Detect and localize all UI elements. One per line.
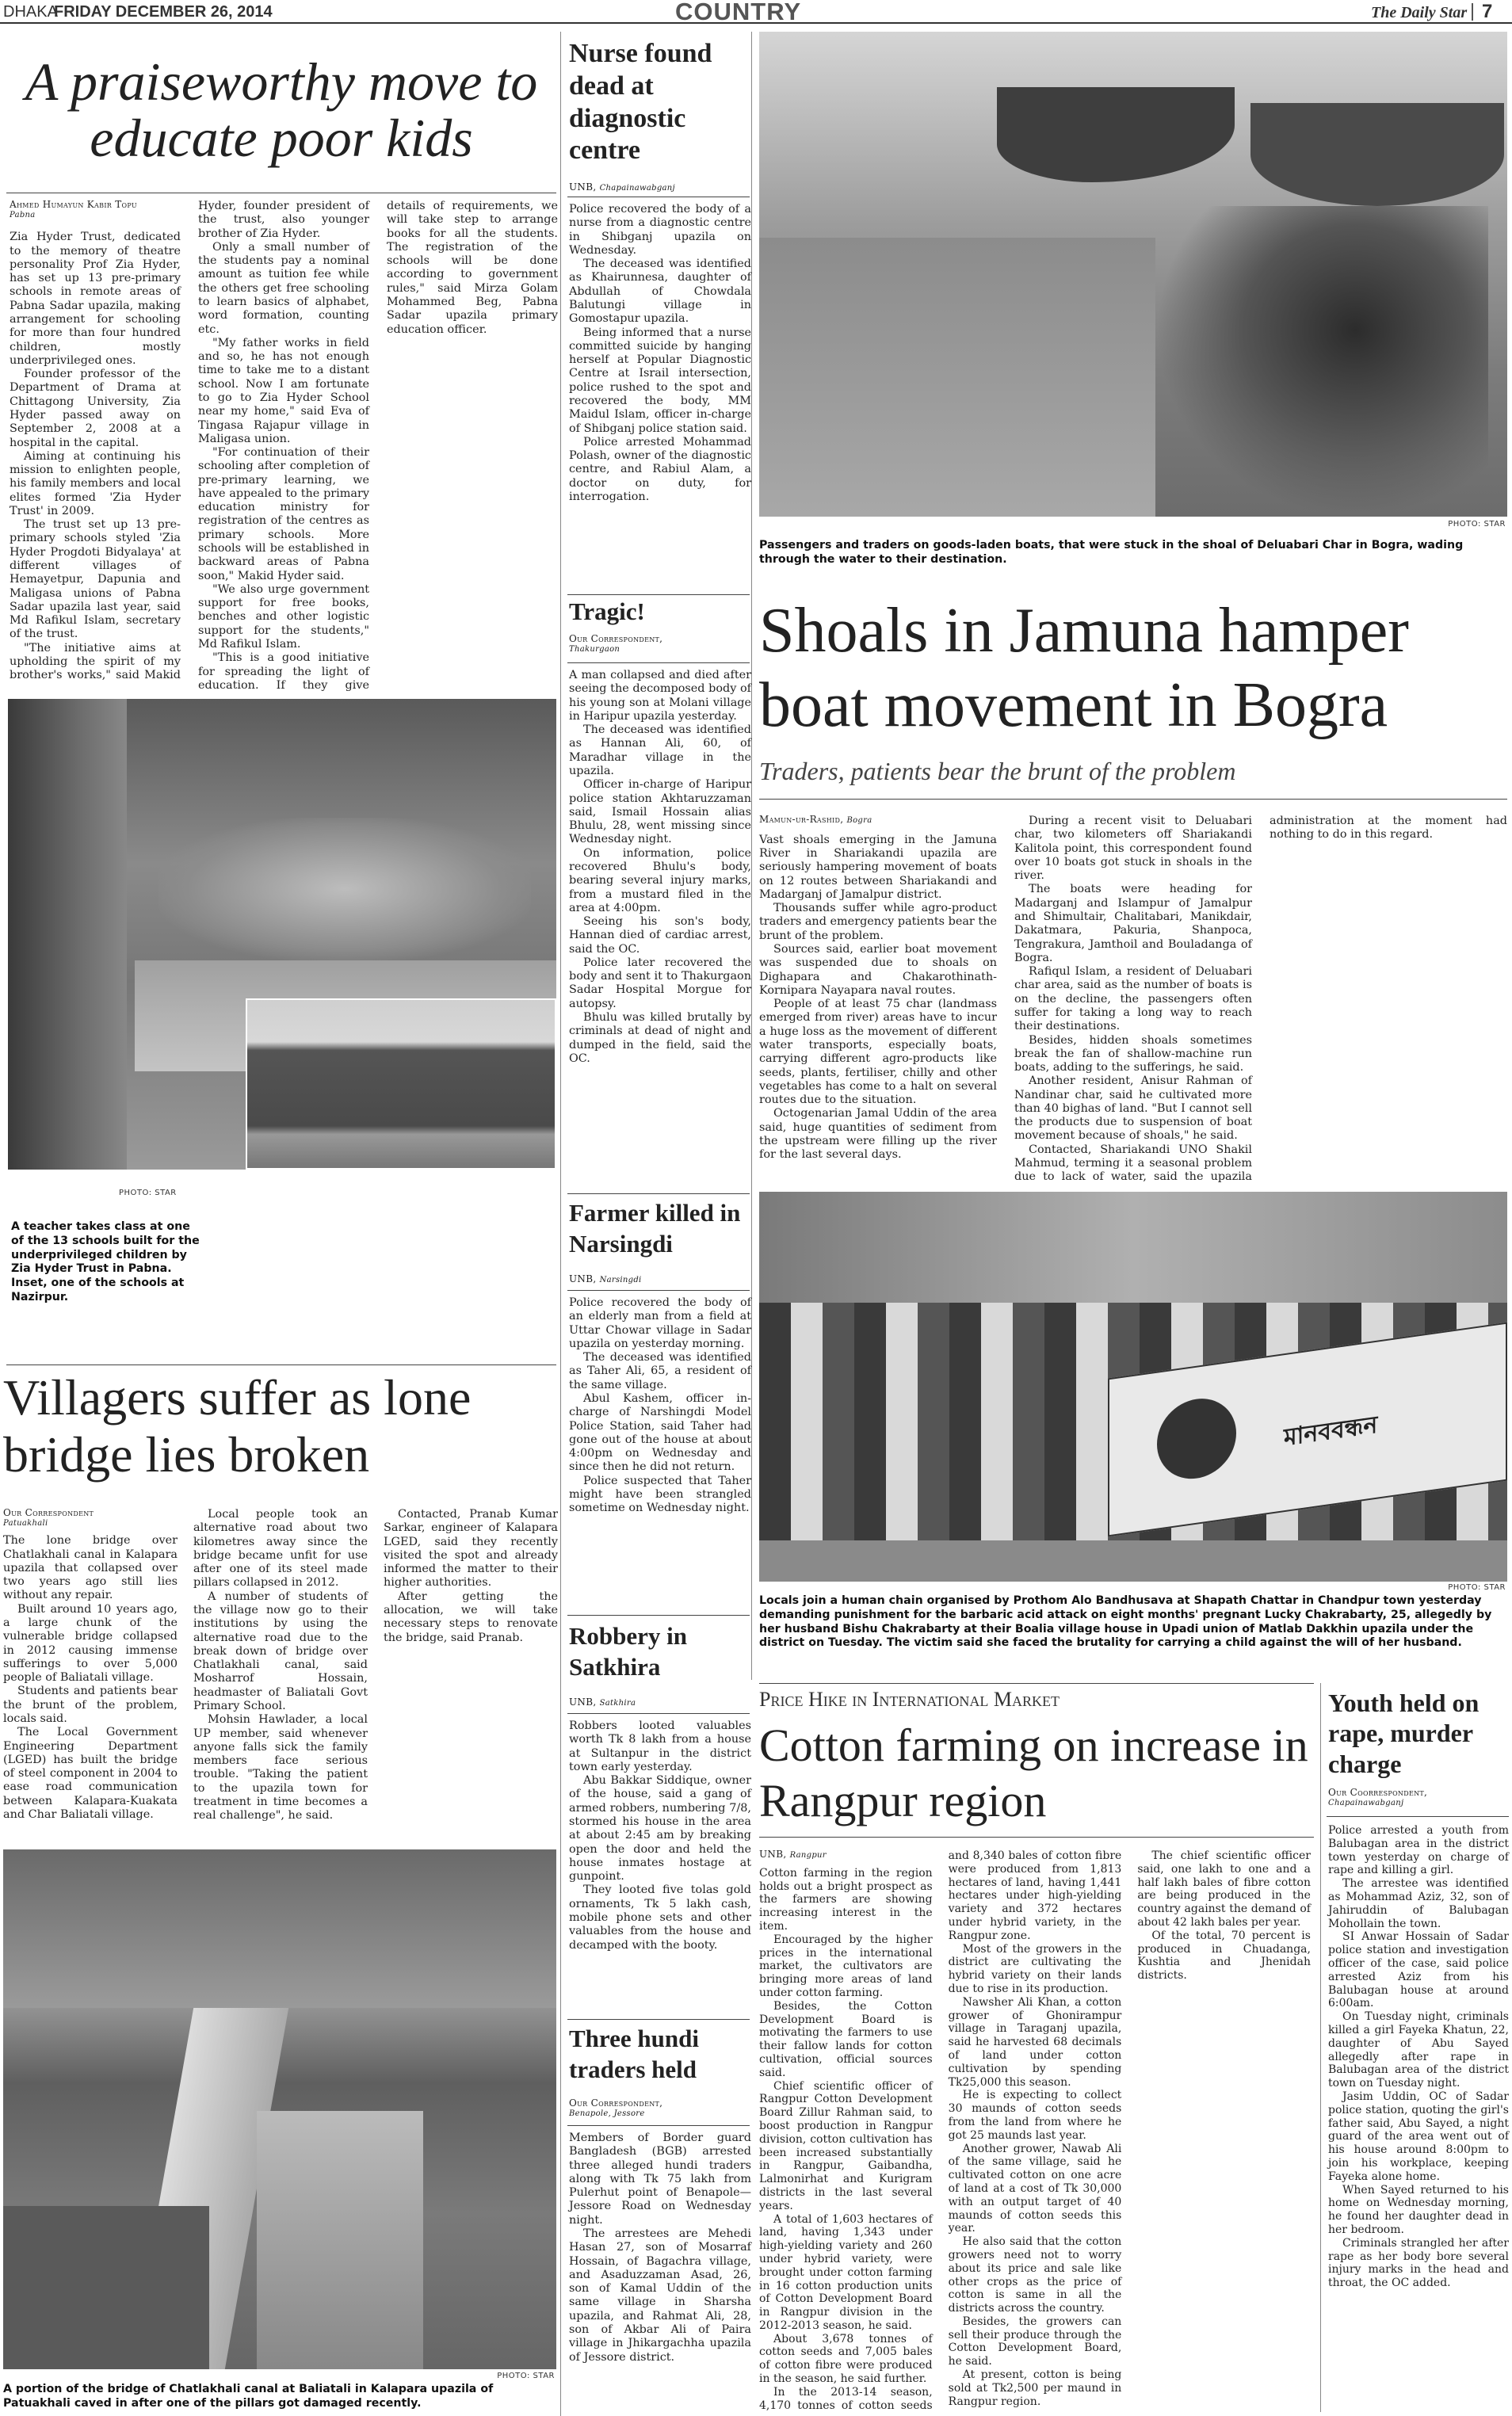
byline: UNB, Chapainawabganj (569, 181, 675, 193)
paragraph: Nawsher Ali Khan, a cotton grower of Ghonirampur village in Taraganj upazila, said he harvested 68 decimals of land under cotton cultivation by spending Tk25,000 this season. (948, 1995, 1122, 2089)
paragraph: Zia Hyder Trust, dedicated to the memory of theatre personality Prof Zia Hyder, has set up 13 pre-primary schools in remote areas of Pabna Sadar upazila, making arrangement for schooling for more than four hundred children, mostly underprivileged ones. (10, 231, 181, 367)
byline: Our Coorrespondent, Chapainawabganj (1328, 1788, 1509, 1807)
buildings (759, 1192, 1507, 1303)
paragraph: Founder professor of the Department of Drama at Chittagong University, Zia Hyder passed away on September 2, 2008 at a hospital in the capital. (10, 368, 181, 449)
byline-place: Narsingdi (599, 1276, 642, 1284)
paragraph: Contacted, Shariakandi UNO Shakil Mahmud, terming it a seasonal problem due to lack of water, said the upazila administration at the moment had nothing to do in this regard. (1014, 815, 1507, 1184)
trees (3, 1849, 556, 2008)
paragraph: Students and patients bear the brunt of the problem, locals said. (3, 1685, 178, 1725)
classroom-photo (8, 699, 556, 1170)
photo-credit: PHOTO: STAR (119, 1189, 177, 1197)
boat (997, 87, 1235, 182)
paragraph: He is expecting to collect 30 maunds of cotton seeds from the land from where he got 25 maunds last year. (948, 2089, 1122, 2142)
article-robbery-body (569, 1719, 751, 1952)
headline-bridge: Villagers suffer as lone bridge lies broken (3, 1369, 472, 1483)
paragraph: Another grower, Nawab Ali of the same village, said he cultivated cotton on one acre of land at a cost of Tk 30,000 with an output target of 40 maunds of cotton seeds this year. (948, 2142, 1122, 2235)
headline-hundi: Three hundi traders held (569, 2025, 699, 2083)
paragraph: When Sayed returned to his home on Wednesday morning, he found her daughter dead in her bedroom. (1328, 2183, 1509, 2236)
byline-author: Ahmed Humayun Kabir Topu (10, 199, 137, 210)
byline: UNB, Rangpur (759, 1849, 827, 1860)
divider (1327, 1816, 1509, 1817)
byline-author: Our Correspondent (3, 1507, 94, 1518)
water-surface (759, 238, 1155, 517)
headline-cotton: Cotton farming on increase in Rangpur region (759, 1719, 1308, 1826)
teacher-figure (8, 699, 127, 1170)
headline-tragic: Tragic! (569, 597, 645, 625)
article-farmer-body (569, 1296, 751, 1516)
paragraph: On information, police recovered Bhulu's body, bearing several injury marks, from a mustard filed in the area at 4:00pm. (569, 846, 751, 914)
headline-robbery: Robbery in Satkhira (569, 1622, 687, 1681)
paragraph: Mohsin Hawlader, a local UP member, said whenever anyone falls sick the family members face serious trouble. "Taking the patient to the upazila town for treatment in time becomes a real challenge", he said. (193, 1713, 368, 1822)
headline-farmer: Farmer killed in Narsingdi (569, 1199, 741, 1258)
paragraph: Besides, the growers can sell their produce through the Cotton Development Board, he said. (948, 2315, 1122, 2368)
paragraph: The lone bridge over Chatlakhali canal in Kalapara upazila that collapsed over two years ago still lies without any repair. (3, 1534, 178, 1602)
paragraph: The arrestee was identified as Mohammad Aziz, 32, son of Jahiruddin of Balubagan Mohollain the town. (1328, 1877, 1509, 1930)
byline (3, 1508, 178, 1528)
paragraph: A number of students of the village now go to their institutions by using the alternative road due to the break down of bridge over Chatlakhali canal, said Mosharrof Hossain, headmaster of Baliatali Govt Primary School. (193, 1590, 368, 1712)
column-rule (751, 32, 752, 1680)
byline-author: Our Correspondent (569, 2097, 660, 2109)
paragraph: SI Anwar Hossain of Sadar police station and investigation officer of the case, said police arrested Aziz from his Balubagan house at around 6:00am. (1328, 1930, 1509, 2010)
byline-author: UNB (569, 1273, 594, 1284)
photo-caption: Passengers and traders on goods-laden boats, that were stuck in the shoal of Deluabari Char in Bogra, wading through the water to their destination. (759, 539, 1464, 566)
divider (567, 1193, 750, 1194)
byline-place: Rangpur (789, 1851, 827, 1860)
paragraph: "We also urge government support for free books, benches and other logistic support for the students," Md Rafikul Islam. (198, 582, 369, 651)
bridge-photo (3, 1849, 556, 2369)
paragraph: He also said that the cotton growers need not to worry about its price and sale like other crops as the price of cotton is same in all the districts across the country. (948, 2235, 1122, 2315)
masthead-paper-logo: The Daily Star (1371, 4, 1468, 21)
paragraph: Criminals strangled her after rape as her body bore several injury marks in the head and throat, the OC added. (1328, 2236, 1509, 2290)
byline: UNB, Narsingdi (569, 1273, 642, 1284)
paragraph: "For continuation of their schooling after completion of pre-primary learning, we have appealed to the primary education ministry for registration of the centres as primary schools. More schools will be established in backward areas of Pabna soon," Makid Hyder said. (198, 446, 369, 582)
paragraph: At present, cotton is being sold at Tk2,500 per maund in Rangpur region. (948, 2368, 1122, 2408)
byline-place: Patuakhali (3, 1518, 48, 1528)
byline-place: Chapainawabganj (1328, 1798, 1404, 1807)
inset-school-photo (246, 998, 556, 1170)
masthead-separator (1472, 3, 1473, 21)
photo-credit: PHOTO: STAR (1448, 520, 1506, 529)
byline-author: Mamun-ur-Rashid (759, 814, 841, 825)
paragraph: Police arrested a youth from Balubagan area in the district town yesterday on charge of rape and killing a girl. (1328, 1824, 1509, 1877)
paragraph: A total of 1,603 hectares of land, having 1,343 under high-yielding variety and 260 under hybrid variety, were brought under cotton farming in 16 cotton production units of Cotton Development Board in Rangpur division in the 2012-2013 season, he said. (759, 2212, 933, 2332)
paragraph: They looted five tolas gold ornaments, Tk 5 lakh cash, mobile phone sets and other valuables from the house and decamped with the booty. (569, 1884, 751, 1952)
paragraph: "My father works in field and so, he has not enough time to take me to a distant school. Now I am fortunate to go to Zia Hyder School near my home," said Eva of Tingasa Rajapur village in Maligasa union. (198, 336, 369, 445)
divider (567, 594, 750, 595)
masthead-page-number: 7 (1482, 1, 1493, 22)
paragraph: Local people took an alternative road about two kilometres away since the bridge became unfit for use after one of its steel made pillars collapsed in 2012. (193, 1508, 368, 1590)
human-chain-photo (759, 1192, 1507, 1582)
article-nurse-body (569, 203, 751, 504)
bridge-deck (257, 2111, 423, 2369)
byline-place: Satkhira (599, 1699, 636, 1708)
paragraph: Cotton farming in the region holds out a bright prospect as the farmers are showing increasing interest in the item. (759, 1866, 933, 1933)
masthead (0, 0, 1512, 24)
paragraph: The deceased was identified as Hannan Ali, 60, of Maradhar village in the upazila. (569, 723, 751, 777)
banner-text: মানববন্ধন (1284, 1410, 1378, 1452)
paragraph: After getting the allocation, we will take necessary steps to renovate the bridge, said Pranab. (384, 1590, 558, 1644)
paragraph: The deceased was identified as Taher Ali, 65, a resident of the same village. (569, 1351, 751, 1391)
boat (1250, 103, 1504, 206)
paragraph: The trust set up 13 pre-primary schools styled 'Zia Hyder Progdoti Bidyalaya' at different villages of Hemayetpur, Dapunia and Maligasa unions of Pabna Sadar upazila last year, said Md Rafikul Islam, secretary of the trust. (10, 518, 181, 641)
people-wading (1155, 206, 1488, 517)
paragraph: Thousands suffer while agro-product traders and emergency patients bear the brunt of the problem. (759, 902, 997, 942)
byline-author: Our Correspondent (569, 633, 660, 644)
paragraph: Members of Border guard Bangladesh (BGB) arrested three alleged hundi traders along with Tk 75 lakh from Pulerhut point of Benapole—Jessore Road on Wednesday night. (569, 2132, 751, 2227)
article-youth-body (1328, 1824, 1509, 2290)
paragraph: The deceased was identified as Khairunnesa, daughter of Abdullah of Chowdala Balutungi village in Gomostapur upazila. (569, 258, 751, 326)
paragraph: The chief scientific officer said, one lakh to one and a half lakh bales of fibre cotton are being produced in the country against the demand of about 42 lakh bales per year. (1137, 1849, 1311, 1929)
paragraph: Besides, the Cotton Development Board is motivating the farmers to use their fallow lands for cotton cultivation, official sources said. (759, 1999, 933, 2079)
headline-education: A praiseworthy move to educate poor kids (25, 52, 538, 169)
paragraph: Police recovered the body of an elderly man from a field at Uttar Chowar village in Sadar upazila on yesterday morning. (569, 1296, 751, 1350)
byline: Our Correspondent, Benapole, Jessore (569, 2098, 751, 2118)
article-hundi-body (569, 2132, 751, 2364)
paragraph: Rafiqul Islam, a resident of Deluabari char area, said as the number of boats is on the decline, the passengers often suffer for taking a long way to reach their destinations. (1014, 965, 1252, 1033)
paragraph: A man collapsed and died after seeing the decomposed body of his young son at Molani village in Haripur upazila yesterday. (569, 669, 751, 723)
photo-caption: Locals join a human chain organised by Prothom Alo Bandhusava at Shapath Chattar in Chandpur town yesterday demanding punishment for the barbaric acid attack on eight months' pregnant Lucky Chakrabarty, 25, allegedly by her husband Bishu Chakrabarty at their Boalia village house in Upadi union of Matlab Dakkhin upazila under the district on Tuesday. The victim said she faced the brutality for carrying a child against the will of her husband. (759, 1594, 1492, 1650)
byline-place: Chapainawabganj (599, 184, 675, 193)
headline-youth: Youth held on rape, murder charge (1328, 1689, 1480, 1778)
paragraph: The Local Government Engineering Department (LGED) has built the bridge of steel component in 2004 to ease road communication between Kalapara-Kuakata and Char Baliatali village. (3, 1726, 178, 1821)
paragraph: "The initiative aims at upholding the spirit of my brother's works," said Makid Hyder, founder president of the trust, also younger brother of Zia Hyder. (10, 200, 369, 682)
paragraph: Police recovered the body of a nurse from a diagnostic centre in Shibganj upazila on Wednesday. (569, 203, 751, 257)
banner-emblem (1157, 1394, 1236, 1484)
paragraph: Being informed that a nurse committed suicide by hanging herself at Popular Diagnostic Centre at Israil intersection, police rushed to the spot and recovered the body, MM Maidul Islam, officer in-charge of Shibganj police station said. (569, 326, 751, 435)
paragraph: Abul Kashem, officer in-charge of Narshingdi Model Police Station, said Taher had gone out of the house at about 4:00pm on Wednesday and since then he did not return. (569, 1391, 751, 1474)
paragraph: Octogenarian Jamal Uddin of the area said, huge quantities of sediment from the upstream were filling up the river for the last several days. (759, 1107, 997, 1162)
photo-credit: PHOTO: STAR (1448, 1583, 1506, 1592)
paragraph: Police arrested Mohammad Polash, owner of the diagnostic centre, and Rabiul Alam, a doctor on duty, for interrogation. (569, 435, 751, 503)
paragraph: Officer in-charge of Haripur police station Akhtaruzzaman said, Ismail Hossain alias Bhulu, 28, went missing since Wednesday night. (569, 778, 751, 846)
column-rule (560, 32, 561, 2416)
byline: Mamun-ur-Rashid, Bogra (759, 814, 872, 825)
paragraph: Built around 10 years ago, a large chunk of the vulnerable bridge collapsed in 2012 causing immense sufferings to over 5,000 people of Baliatali village. (3, 1602, 178, 1685)
boats-photo (759, 32, 1507, 517)
paragraph: Jasim Uddin, OC of Sadar police station, quoting the girl's father said, Abu Sayed, a night guard of the area went out of his house around 8:00pm to join his workplace, keeping Fayeka alone home. (1328, 2090, 1509, 2183)
photo-caption: A portion of the bridge of Chatlakhali canal at Baliatali in Kalapara upazila of Patuakhali caved in after one of the pillars got damaged recently. (3, 2383, 494, 2410)
divider (567, 1615, 750, 1616)
paragraph: In the 2013-14 season, 4,170 tonnes of cotton seeds and 8,340 bales of cotton fibre were produced from 1,813 hectares of land, having 1,441 hectares under high-yielding variety and 372 hectares under hybrid variety, in the Rangpur zone. (759, 1849, 1122, 2412)
byline-place: Benapole, Jessore (569, 2109, 645, 2118)
children-group (158, 818, 531, 960)
divider (759, 1837, 1314, 1838)
paragraph: Seeing his son's body, Hannan died of cardiac arrest, said the OC. (569, 915, 751, 956)
divider (567, 2019, 750, 2020)
paragraph: Another resident, Anisur Rahman of Nandinar char, said he cultivated more than 40 bighas of land. "But I cannot sell the products due to suspension of boat movement because of shoals," he said. (1014, 1074, 1252, 1143)
paragraph: Bhulu was killed brutally by criminals at dead of night and dumped in the field, said the OC. (569, 1011, 751, 1065)
paragraph: "This is a good initiative for spreading the light of education. If they give details of requirements, we will take step to arrange books for all the students. The registration of the schools will be done according to government rules," said Mirza Golam Mohammed Beg, Pabna Sadar upazila primary education officer. (198, 200, 558, 692)
paragraph: On Tuesday night, criminals killed a girl Fayeka Khatun, 22, daughter of Abu Sayed allegedly after rape in Balubagan area of the district town on Tuesday night. (1328, 2010, 1509, 2090)
byline (10, 200, 181, 219)
photo-credit: PHOTO: STAR (497, 2372, 555, 2380)
street (759, 1540, 1507, 1582)
paragraph: Police suspected that Taher might have been strangled sometime on Wednesday night. (569, 1474, 751, 1515)
byline-author: UNB (759, 1849, 784, 1860)
paragraph: The arrestees are Mehedi Hasan 27, son of Mosarraf Hossain, of Bagachra village, and Asaduzzaman Asad, 26, son of Kamal Uddin of the same village in Sharsha upazila, and Rahmat Ali, 28, son of Akbar Ali of Paira village in Jhikargachha upazila of Jessore district. (569, 2227, 751, 2364)
paragraph: Most of the growers in the district are cultivating the hybrid variety on their lands due to rise in its production. (948, 1942, 1122, 1995)
paragraph: Contacted, Pranab Kumar Sarkar, engineer of Kalapara LGED, said they recently visited the spot and already informed the matter to their higher authorities. (384, 1508, 558, 1590)
paragraph: Chief scientific officer of Rangpur Cotton Development Board Zillur Rahman said, to boost production in Rangpur division, cotton cultivation has been increased substantially in Rangpur, Gaibandha, Lalmonirhat and Kurigram districts in the last several years. (759, 2079, 933, 2212)
article-bridge-body (3, 1508, 558, 1841)
column-rule (1320, 1683, 1321, 2412)
byline: Our Correspondent, Thakurgaon (569, 634, 751, 654)
masthead-city: DHAKA (3, 3, 58, 21)
paragraph: During a recent visit to Deluabari char, two kilometers off Shariakandi Kalitola point, this correspondent found over 10 boats got stuck in shoals in the river. (1014, 815, 1252, 883)
divider (759, 799, 1507, 800)
paragraph: Of the total, 70 percent is produced in Chuadanga, Kushtia and Jhenidah districts. (1137, 1929, 1311, 1983)
paragraph: Abu Bakkar Siddique, owner of the house, said a gang of armed robbers, numbering 7/8, stormed his house in the area at about 2:45 am by breaking open the door and held the house inmates hostage at gunpoint. (569, 1774, 751, 1884)
byline-place: Thakurgaon (569, 644, 620, 654)
paragraph: The boats were heading for Madarganj and Islampur of Jamalpur and Shimultair, Chalitabari, Manikdair, Dakatmara, Pakuria, Shanpoca, Tengrakura, Jamthoil and Bouladanga of Bogra. (1014, 883, 1252, 964)
paragraph: Aiming at continuing his mission to enlighten people, his family members and local elites formed 'Zia Hyder Trust' in 2009. (10, 449, 181, 517)
divider (567, 2125, 750, 2126)
paragraph: Vast shoals emerging in the Jamuna River in Shariakandi upazila are seriously hampering movement of boats on 12 routes between Shariakandi and Madarganj of Jamalpur district. (759, 833, 997, 901)
byline-place: Bogra (846, 816, 872, 825)
headline-shoals: Shoals in Jamuna hamper boat movement in Bogra (759, 596, 1409, 740)
byline: UNB, Satkhira (569, 1697, 636, 1708)
paragraph: Encouraged by the higher prices in the international market, the cultivators are bringing more areas of land under cotton farming. (759, 1933, 933, 1999)
article-shoals-body (759, 815, 1507, 1187)
divider (567, 1290, 750, 1291)
divider (759, 1683, 1314, 1684)
subheadline-shoals: Traders, patients bear the brunt of the problem (759, 757, 1236, 785)
paragraph: Besides, hidden shoals sometimes break the fan of shallow-machine run boats, adding to the sufferings, he said. (1014, 1033, 1252, 1074)
article-education-body (10, 200, 558, 695)
paragraph: Police later recovered the body and sent it to Thakurgaon Sadar Hospital Morgue for autopsy. (569, 956, 751, 1010)
masthead-section: COUNTRY (675, 0, 802, 25)
water (3, 2206, 209, 2369)
byline-author: UNB (569, 1697, 594, 1708)
byline-place: Pabna (10, 210, 36, 219)
headline-nurse: Nurse found dead at diagnostic centre (569, 39, 712, 166)
paragraph: Robbers looted valuables worth Tk 8 lakh from a house at Sultanpur in the district town early yesterday. (569, 1719, 751, 1773)
paragraph: About 3,678 tonnes of cotton seeds and 7,005 bales of cotton fibre were produced in the season, he said further. (759, 2332, 933, 2386)
article-tragic-body (569, 669, 751, 1066)
paragraph: Only a small number of the students pay a nominal amount as tuition fee while the others get free schooling to learn basics of alphabet, word formation, counting etc. (198, 240, 369, 336)
divider (567, 662, 750, 663)
divider (567, 1713, 750, 1714)
paragraph: Sources said, earlier boat movement was suspended due to shoals on Dighapara and Chakarothinath-Kornipara Nayapara naval routes. (759, 943, 997, 997)
article-cotton-body (759, 1849, 1311, 2414)
paragraph: People of at least 75 char (landmass emerged from river) areas have to incur a huge loss as the movement of different water transports, especially boats, carrying different agro-products like seeds, plants, fertiliser, chilly and other vegetables has come to a halt on several routes due to the situation. (759, 998, 997, 1107)
byline-author: UNB (569, 181, 594, 193)
masthead-date: FRIDAY DECEMBER 26, 2014 (54, 3, 273, 21)
photo-caption: A teacher takes class at one of the 13 schools built for the underprivileged children by Zia Hyder Trust in Pabna. Inset, one of the schools at Nazirpur. (11, 1220, 200, 1303)
kicker-cotton: Price Hike in International Market (759, 1688, 1060, 1711)
byline-author: Our Coorrespondent (1328, 1787, 1425, 1798)
divider (6, 1364, 556, 1365)
